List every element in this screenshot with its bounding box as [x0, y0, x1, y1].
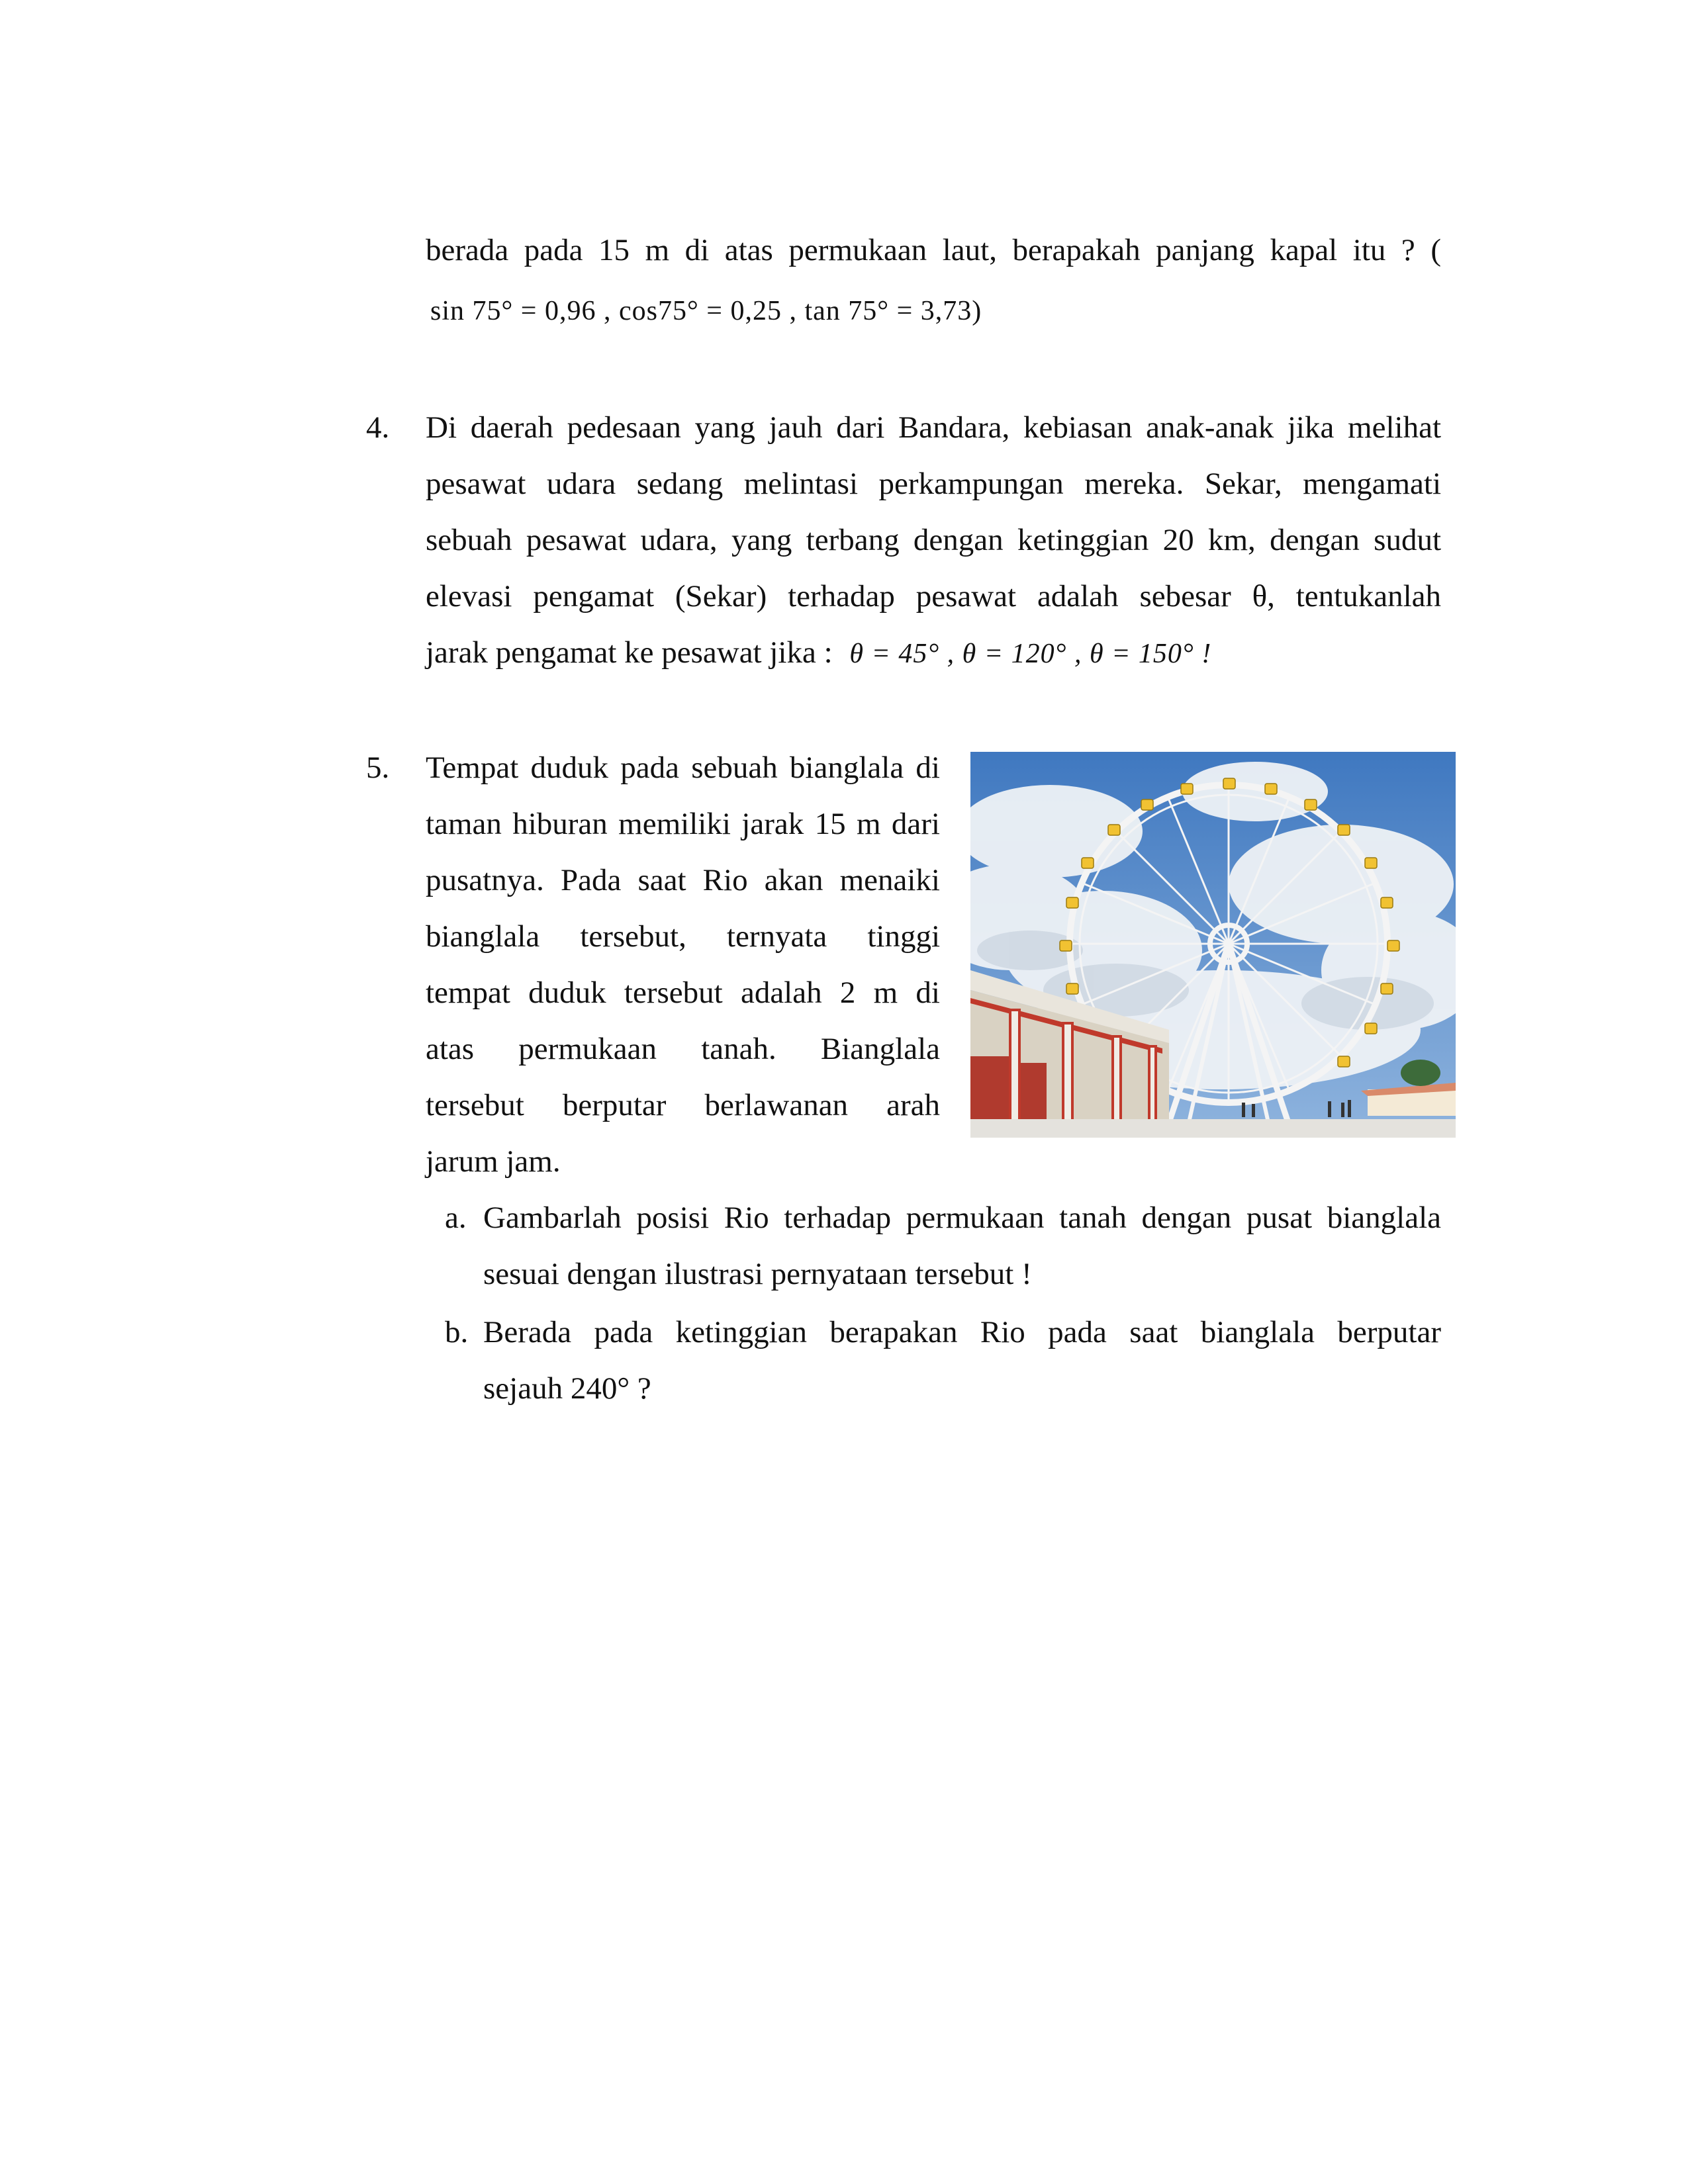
question-5-line-8: jarum jam. — [426, 1144, 561, 1179]
question-4-line-3: sebuah pesawat udara, yang terbang dengan ketinggian 20 km, dengan sudut — [426, 523, 1441, 557]
ferris-wheel-photo — [970, 752, 1456, 1138]
question-4-angles: θ = 45° , θ = 120° , θ = 150° ! — [849, 639, 1212, 669]
intro-trig-values: sin 75° = 0,96 , cos75° = 0,25 , tan 75° = 3,73) — [430, 296, 982, 326]
question-5-line-6: atas permukaan tanah. Bianglala — [426, 1032, 940, 1066]
sub-question-b-line-2: sejauh 240° ? — [483, 1371, 651, 1406]
question-4-line-2: pesawat udara sedang melintasi perkampungan mereka. Sekar, mengamati — [426, 467, 1441, 501]
question-5-line-7: tersebut berputar berlawanan arah — [426, 1088, 940, 1122]
question-5-line-3: pusatnya. Pada saat Rio akan menaiki — [426, 863, 940, 897]
sub-question-a-line-2: sesuai dengan ilustrasi pernyataan tersebut ! — [483, 1257, 1032, 1291]
intro-line-1: berada pada 15 m di atas permukaan laut, berapakah panjang kapal itu ? ( — [426, 233, 1441, 267]
question-4-line-4: elevasi pengamat (Sekar) terhadap pesawat adalah sebesar θ, tentukanlah — [426, 579, 1441, 614]
question-4-last-text: jarak pengamat ke pesawat jika : — [426, 635, 833, 670]
question-4-line-1: Di daerah pedesaan yang jauh dari Bandara, kebiasan anak-anak jika melihat — [426, 410, 1441, 445]
sub-question-a-line-1: Gambarlah posisi Rio terhadap permukaan tanah dengan pusat bianglala — [483, 1201, 1441, 1235]
question-4-number: 4. — [366, 410, 390, 445]
sub-question-a-label: a. — [445, 1201, 467, 1235]
question-5-number: 5. — [366, 751, 390, 785]
ground — [970, 1119, 1456, 1138]
sub-question-b-line-1: Berada pada ketinggian berapakan Rio pada saat bianglala berputar — [483, 1315, 1441, 1349]
question-5-line-4: bianglala tersebut, ternyata tinggi — [426, 919, 940, 954]
sub-question-b-label: b. — [445, 1315, 469, 1349]
question-5-line-2: taman hiburan memiliki jarak 15 m dari — [426, 807, 940, 841]
question-5-line-1: Tempat duduk pada sebuah bianglala di — [426, 751, 940, 785]
question-4-line-5 — [426, 633, 1211, 674]
question-5-line-5: tempat duduk tersebut adalah 2 m di — [426, 976, 940, 1010]
